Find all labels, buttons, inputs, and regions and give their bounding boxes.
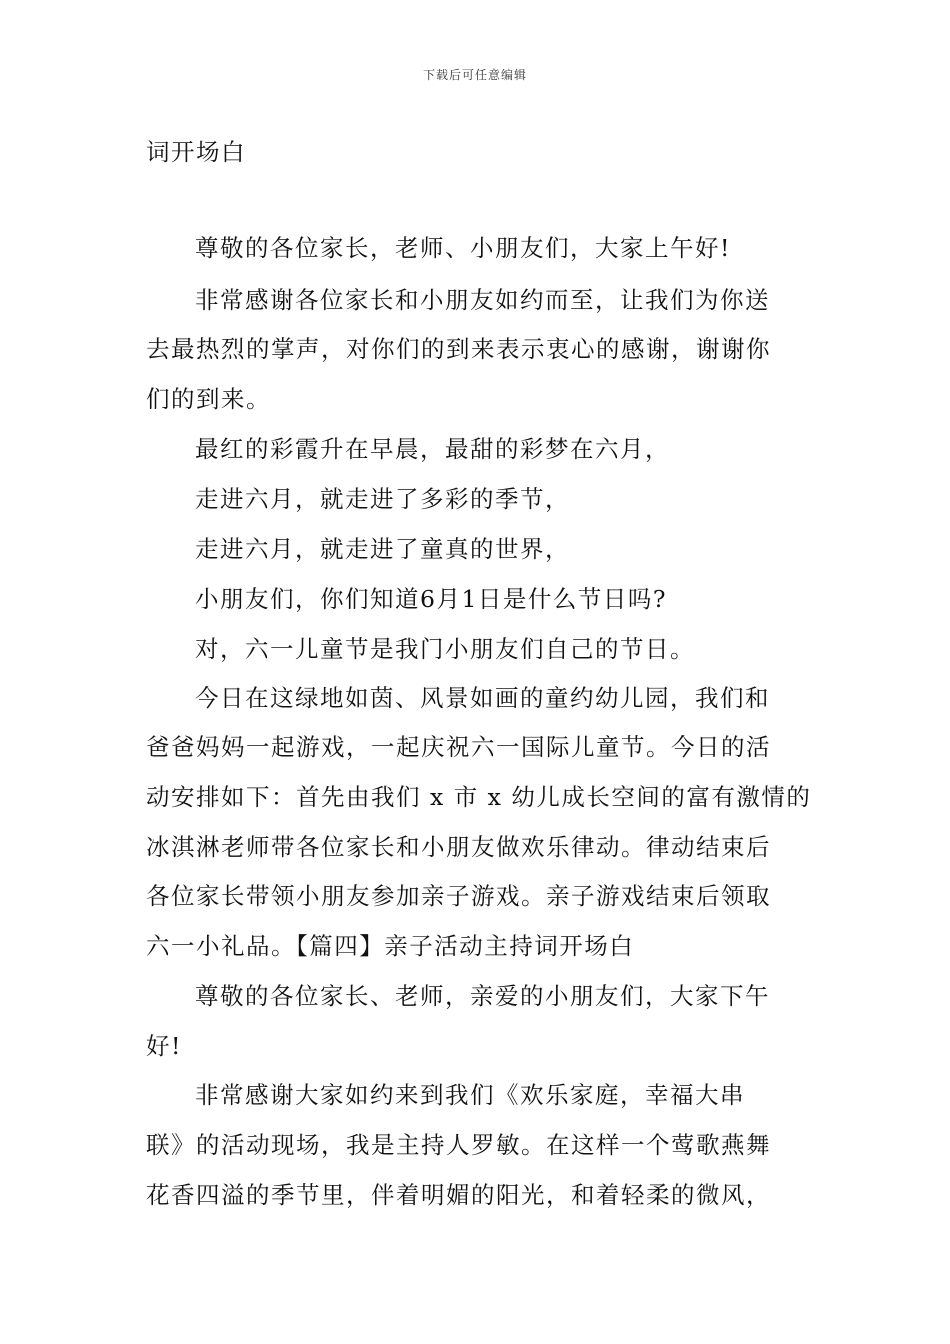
text-line: 对，六一儿童节是我门小朋友们自己的节日。 bbox=[195, 635, 695, 663]
text-line: 联》的活动现场，我是主持人罗敏。在这样一个莺歌燕舞 bbox=[146, 1131, 771, 1159]
text-line: 今日在这绿地如茵、风景如画的童约幼儿园，我们和 bbox=[195, 684, 770, 712]
text-line: 好! bbox=[146, 1032, 182, 1060]
text-line: 非常感谢各位家长和小朋友如约而至，让我们为你送 bbox=[195, 286, 770, 314]
section-title-fragment: 词开场白 bbox=[146, 138, 246, 166]
text-line: 去最热烈的掌声，对你们的到来表示衷心的感谢，谢谢你 bbox=[146, 335, 771, 363]
text-line: 最红的彩霞升在早晨，最甜的彩梦在六月， bbox=[195, 435, 670, 463]
text-line: 小朋友们，你们知道6月1日是什么节日吗? bbox=[195, 585, 668, 613]
text-line: 尊敬的各位家长、老师，亲爱的小朋友们，大家下午 bbox=[195, 982, 770, 1010]
text-line: 爸爸妈妈一起游戏，一起庆祝六一国际儿童节。今日的活 bbox=[146, 733, 771, 761]
text-line: 动安排如下：首先由我们 x 市 x 幼儿成长空间的富有激情的 bbox=[146, 783, 812, 811]
text-line: 走进六月，就走进了多彩的季节， bbox=[195, 485, 570, 513]
page-header-note: 下载后可任意编辑 bbox=[422, 68, 527, 82]
text-line: 各位家长带领小朋友参加亲子游戏。亲子游戏结束后领取 bbox=[146, 882, 771, 910]
text-line: 花香四溢的季节里，伴着明媚的阳光，和着轻柔的微风， bbox=[146, 1181, 771, 1209]
text-line: 们的到来。 bbox=[146, 385, 271, 413]
text-line: 尊敬的各位家长，老师、小朋友们，大家上午好! bbox=[195, 234, 731, 262]
text-line: 冰淇淋老师带各位家长和小朋友做欢乐律动。律动结束后 bbox=[146, 833, 771, 861]
text-line: 走进六月，就走进了童真的世界， bbox=[195, 535, 570, 563]
text-line: 非常感谢大家如约来到我们《欢乐家庭，幸福大串 bbox=[195, 1081, 745, 1109]
text-line: 六一小礼品。【篇四】亲子活动主持词开场白 bbox=[146, 932, 635, 960]
